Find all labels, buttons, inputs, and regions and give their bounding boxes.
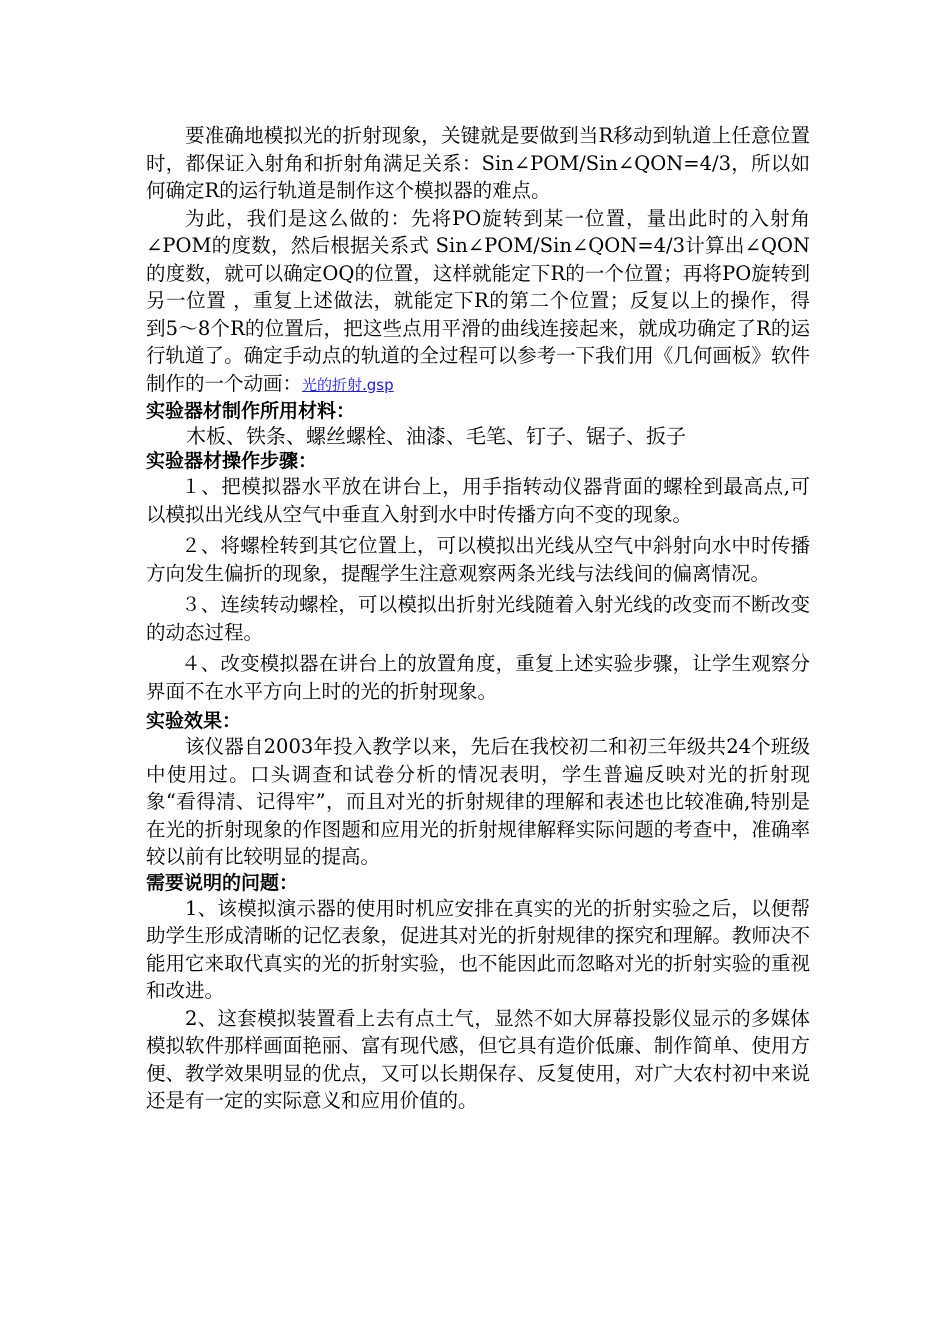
step-item: ３、连续转动螺栓，可以模拟出折射光线随着入射光线的改变而不断改变的动态过程。: [146, 593, 810, 644]
intro-paragraph-2: [146, 205, 810, 400]
materials-list: 木板、铁条、螺丝螺栓、油漆、毛笔、钉子、锯子、扳子: [186, 424, 686, 448]
step-item: ２、将螺栓转到其它位置上，可以模拟出光线从空气中斜射向水中时传播方向发生偏折的现象，提醒学生注意观察两条光线与法线间的偏离情况。: [146, 534, 810, 585]
effect-heading: 实验效果：: [146, 710, 242, 732]
note-item: 2、这套模拟装置看上去有点土气，显然不如大屏幕投影仪显示的多媒体模拟软件那样画面艳丽、富有现代感，但它具有造价低廉、制作简单、使用方便、教学效果明显的优点，又可以长期保存、反复使用，对广大农村初中来说还是有一定的实际意义和应用价值的。: [146, 1006, 810, 1112]
materials-heading: 实验器材制作所用材料：: [146, 400, 356, 422]
gsp-animation-link[interactable]: 光的折射.gsp: [302, 375, 394, 394]
steps-heading: 实验器材操作步骤：: [146, 450, 318, 472]
effect-paragraph: 该仪器自2003年投入教学以来，先后在我校初二和初三年级共24个班级中使用过。口头调查和试卷分析的情况表明，学生普遍反映对光的折射现象“看得清、记得牢”，而且对光的折射规律的理解和表述也比较准确,特别是在光的折射现象的作图题和应用光的折射规律解释实际问题的考查中，准确率较以前有比较明显的提高。: [146, 735, 810, 868]
note-item: 1、该模拟演示器的使用时机应安排在真实的光的折射实验之后，以便帮助学生形成清晰的记忆表象，促进其对光的折射规律的探究和理解。教师决不能用它来取代真实的光的折射实验，也不能因此而忽略对光的折射实验的重视和改进。: [146, 896, 810, 1002]
step-item: ４、改变模拟器在讲台上的放置角度，重复上述实验步骤，让学生观察分界面不在水平方向上时的光的折射现象。: [146, 652, 810, 703]
intro-paragraph-1: 要准确地模拟光的折射现象，关键就是要做到当R移动到轨道上任意位置时，都保证入射角和折射角满足关系：Sin∠POM/Sin∠QON=4/3，所以如何确定R的运行轨道是制作这个模拟器的难点。: [146, 124, 810, 202]
intro-paragraph-2-text: 为此，我们是这么做的：先将PO旋转到某一位置，量出此时的入射角∠POM的度数，然后根据关系式 Sin∠POM/Sin∠QON=4/3计算出∠QON的度数，就可以确定OQ的位置，这样就能定下R的一个位置；再将PO旋转到另一位置 ，重复上述做法，就能定下R的第二个位置；反复以上的操作，得到5～8个R的位置后，把这些点用平滑的曲线连接起来，就成功确定了R的运行轨道了。确定手动点的轨道的全过程可以参考一下我们用《几何画板》软件制作的一个动画：: [146, 206, 810, 395]
step-item: １、把模拟器水平放在讲台上，用手指转动仪器背面的螺栓到最高点,可以模拟出光线从空气中垂直入射到水中时传播方向不变的现象。: [146, 475, 810, 526]
notes-heading: 需要说明的问题：: [146, 871, 299, 894]
